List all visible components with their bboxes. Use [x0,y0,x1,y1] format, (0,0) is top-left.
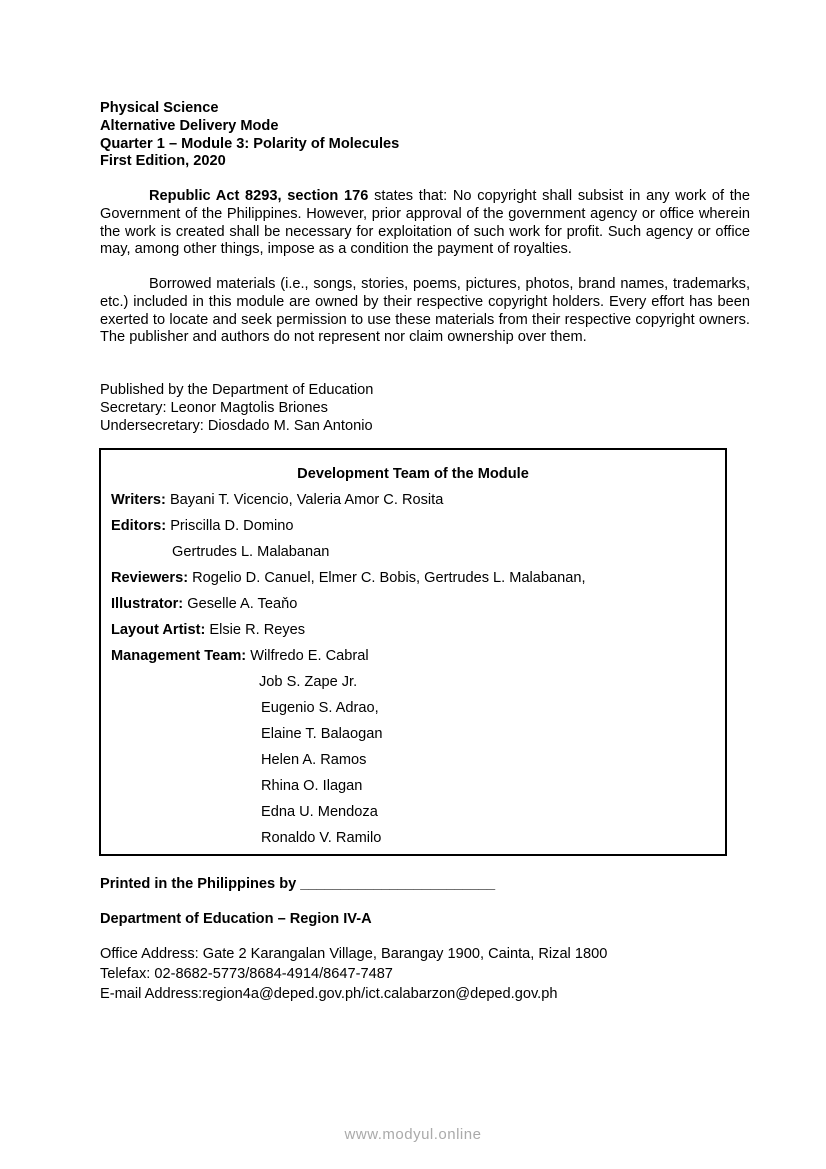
editors-row [111,518,293,534]
reviewers-label: Reviewers: [111,570,189,586]
editors-label: Editors: [111,518,167,534]
delivery-mode: Alternative Delivery Mode [100,117,279,134]
management-member: Edna U. Mendoza [261,804,378,820]
watermark: www.modyul.online [344,1126,482,1143]
secretary: Secretary: Leonor Magtolis Briones [100,399,328,416]
copyright-text: states that: No copyright shall subsist in any work of the Government of the Philippines. However, prior approval of the government agency or office wherein the work is created shall be necessary for exploitation of such work for profit. Such agency or office may, among other things, impose as a condition the payment of royalties. [100,188,750,258]
editor: Priscilla D. Domino [170,518,294,534]
undersecretary: Undersecretary: Diosdado M. San Antonio [100,417,373,434]
document-header [100,100,399,171]
layout-artist-label: Layout Artist: [111,622,206,638]
layout-artist: Elsie R. Reyes [209,622,306,638]
layout-artist-row [111,622,305,638]
illustrator-label: Illustrator: [111,596,184,612]
writers: Bayani T. Vicencio, Valeria Amor C. Rosita [169,492,444,508]
management-member: Eugenio S. Adrao, [261,700,379,716]
illustrator: Geselle A. Teaňo [187,596,298,612]
region-office: Department of Education – Region IV-A [100,911,372,927]
reviewers: Rogelio D. Canuel, Elmer C. Bobis, Gertrudes L. Malabanan, [192,570,586,586]
office-address: Office Address: Gate 2 Karangalan Village, Barangay 1900, Cainta, Rizal 1800 [100,946,608,962]
management-member: Wilfredo E. Cabral [250,648,369,664]
copyright-paragraph [100,188,750,259]
printed-by: Printed in the Philippines by ________________________ [100,876,496,892]
borrowed-text: Borrowed materials (i.e., songs, stories, poems, pictures, photos, brand names, trademarks, etc.) included in this module are owned by their respective copyright holders. Every effort has been exerted to locate and seek permission to use these materials from their respective copyright owners. The publisher and authors do not represent nor claim ownership over them. [100,276,750,346]
editor: Gertrudes L. Malabanan [172,544,330,560]
management-label: Management Team: [111,648,247,664]
management-member: Elaine T. Balaogan [261,726,383,742]
illustrator-row [111,596,297,612]
writers-row [111,492,443,508]
writers-label: Writers: [111,492,166,508]
subject-title: Physical Science [100,100,219,116]
development-team-box [99,448,727,856]
edition: First Edition, 2020 [100,153,226,170]
borrowed-paragraph [100,276,750,347]
management-member: Ronaldo V. Ramilo [261,830,382,846]
email-address: E-mail Address:region4a@deped.gov.ph/ict.calabarzon@deped.gov.ph [100,986,558,1002]
telefax: Telefax: 02-8682-5773/8684-4914/8647-7487 [100,966,393,982]
reviewers-row [111,570,586,586]
publisher-info [100,382,373,435]
management-row [111,648,369,664]
management-member: Job S. Zape Jr. [259,674,358,690]
module-title: Quarter 1 – Module 3: Polarity of Molecules [100,135,400,152]
law-reference: Republic Act 8293, section 176 [149,188,369,204]
management-member: Rhina O. Ilagan [261,778,363,794]
management-member: Helen A. Ramos [261,752,367,768]
published-by: Published by the Department of Education [100,382,374,398]
team-title: Development Team of the Module [297,466,529,482]
